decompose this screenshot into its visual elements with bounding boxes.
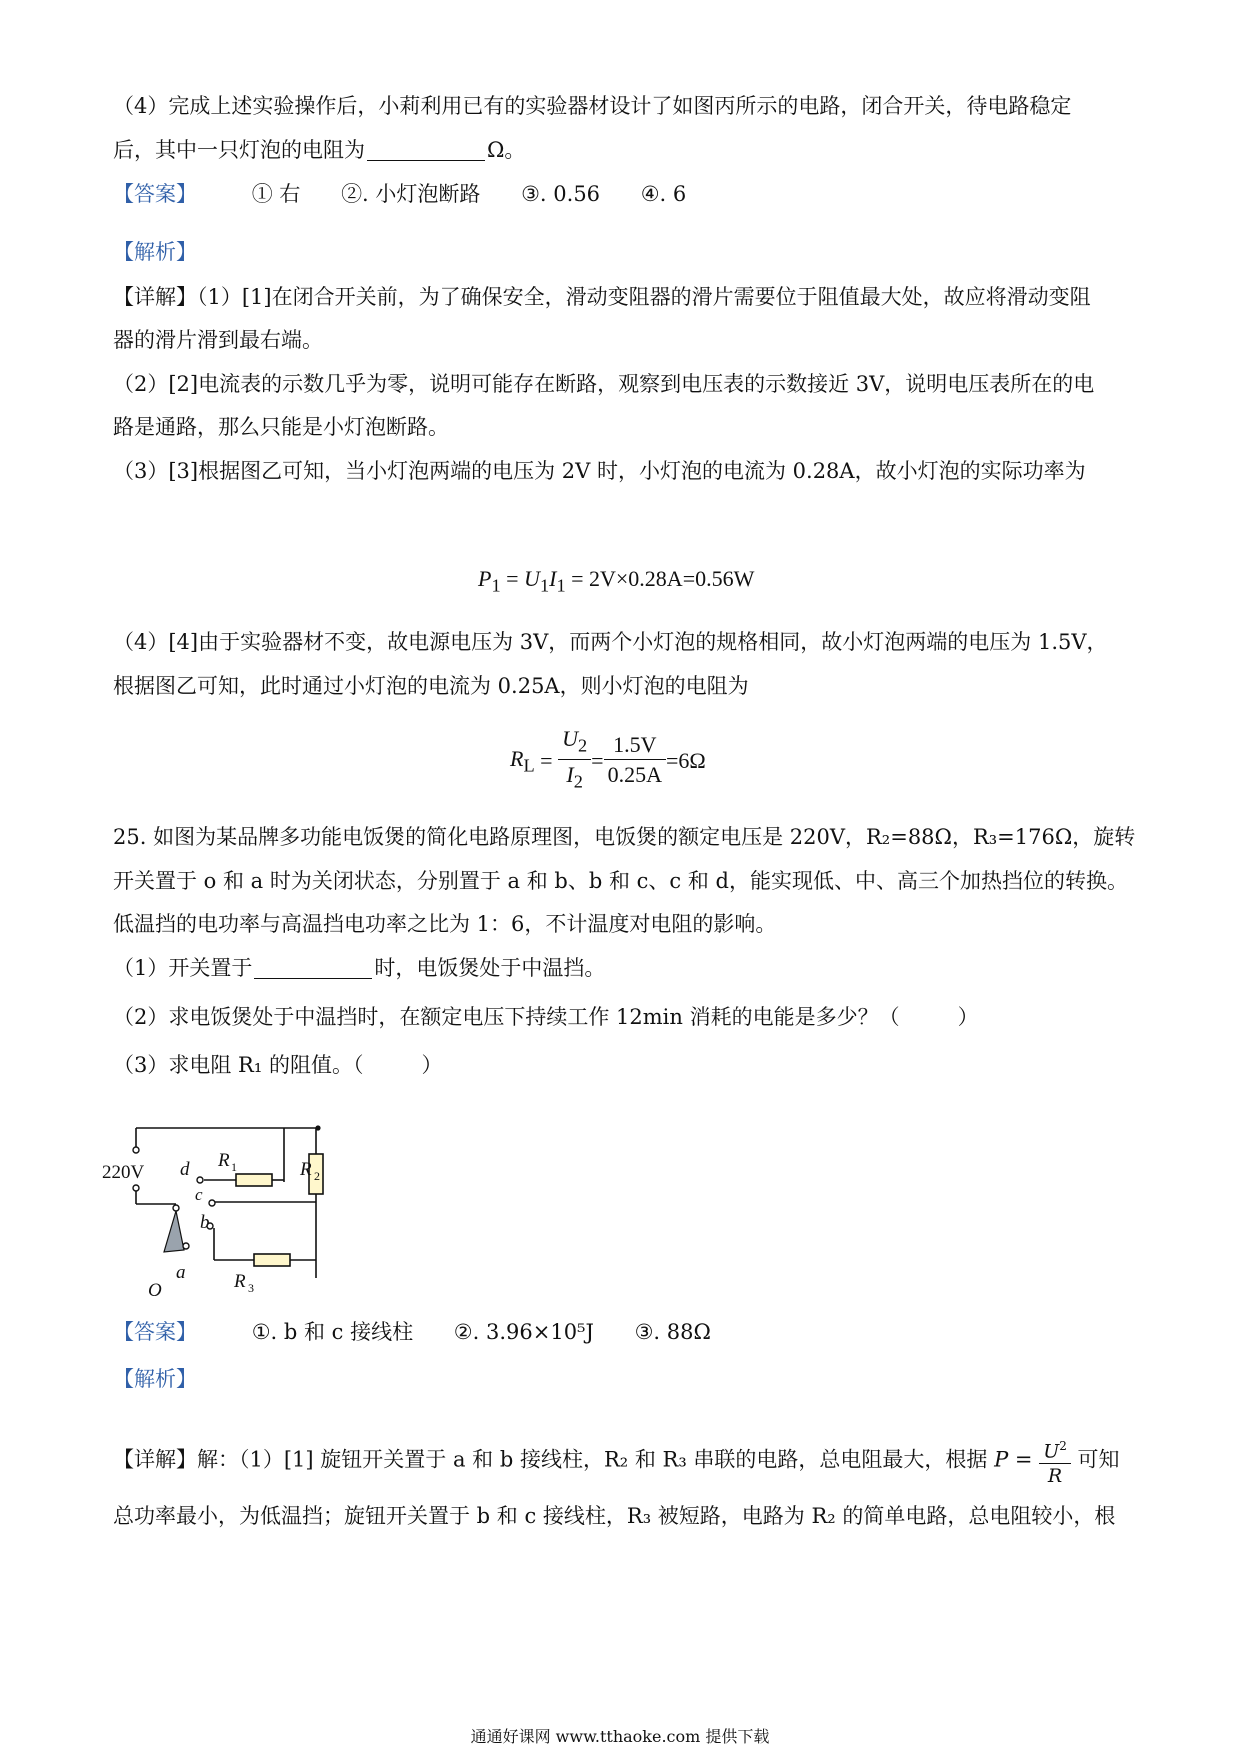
detail24-line6: （4）[4]由于实验器材不变，故电源电压为 3V，而两个小灯泡的规格相同，故小灯泡两端的电压为 1.5V， bbox=[113, 630, 1108, 654]
terminal-o-switch bbox=[173, 1205, 179, 1211]
circuit-diagram bbox=[100, 1100, 380, 1300]
formula-symbol: U bbox=[1043, 1440, 1060, 1463]
answer-label: 【答案】 bbox=[113, 1320, 197, 1344]
formula-subscript: 1 bbox=[556, 575, 566, 596]
detail25-line1 bbox=[113, 1434, 1120, 1488]
formula-subscript: 1 bbox=[491, 575, 501, 596]
formula-subscript: L bbox=[523, 755, 535, 776]
formula-subscript: 1 bbox=[539, 575, 550, 596]
detail24-line7: 根据图乙可知，此时通过小灯泡的电流为 0.25A，则小灯泡的电阻为 bbox=[113, 674, 749, 698]
q25-sub1 bbox=[113, 953, 605, 983]
formula-symbol: U bbox=[524, 566, 540, 591]
voltage-label: 220V bbox=[102, 1162, 145, 1183]
formula-result: =6Ω bbox=[665, 747, 706, 773]
answer-25 bbox=[113, 1317, 745, 1347]
formula-superscript: 2 bbox=[1059, 1439, 1067, 1453]
analysis-label-25: 【解析】 bbox=[113, 1367, 197, 1391]
fraction-numerator: 1.5V bbox=[604, 731, 666, 760]
formula-symbol: R bbox=[1047, 1465, 1063, 1488]
formula-symbol: P bbox=[994, 1447, 1009, 1472]
detail24-line1: 【详解】（1）[1]在闭合开关前，为了确保安全，滑动变阻器的滑片需要位于阻值最大处，故应将滑动变阻 bbox=[113, 285, 1091, 309]
detail24-line3: （2）[2]电流表的示数几乎为零，说明可能存在断路，观察到电压表的示数接近 3V，说明电压表所在的电 bbox=[113, 372, 1095, 396]
label-o: O bbox=[148, 1280, 162, 1300]
detail25-text: 【详解】解：（1）[1] 旋钮开关置于 a 和 b 接线柱，R₂ 和 R₃ 串联的电路，总电阻最大，根据 bbox=[113, 1447, 995, 1472]
answer-item-1: ①. b 和 c 接线柱 bbox=[251, 1320, 414, 1344]
power-formula bbox=[478, 566, 754, 596]
formula-operator: = bbox=[1008, 1447, 1040, 1472]
formula-operator: = bbox=[500, 566, 525, 591]
q24-part4-line2 bbox=[113, 135, 525, 165]
fraction-u2-r bbox=[1039, 1434, 1071, 1488]
page-footer: 通通好课网 www.tthaoke.com 提供下载 bbox=[470, 1727, 770, 1746]
q25-sub2 bbox=[113, 1002, 979, 1032]
formula-rest: = 2V×0.28A=0.56W bbox=[565, 566, 755, 591]
label-r1-sub: 1 bbox=[231, 1160, 237, 1174]
formula-subscript: 2 bbox=[573, 771, 583, 792]
answer-item-2: ②. 3.96×10⁵J bbox=[453, 1320, 594, 1344]
q25-sub2-text: （2）求电饭煲处于中温挡时，在额定电压下持续工作 12min 消耗的电能是多少？（ bbox=[113, 1005, 900, 1029]
detail24-line5: （3）[3]根据图乙可知，当小灯泡两端的电压为 2V 时，小灯泡的电流为 0.28A，故小灯泡的实际功率为 bbox=[113, 459, 1086, 483]
q25-line3: 低温挡的电功率与高温挡电功率之比为 1：6，不计温度对电阻的影响。 bbox=[113, 912, 777, 936]
resistor-r1 bbox=[236, 1174, 272, 1186]
label-c: c bbox=[195, 1185, 203, 1204]
answer-label: 【答案】 bbox=[113, 182, 197, 206]
rotary-switch bbox=[164, 1211, 184, 1252]
q25-sub1-text: （1）开关置于 bbox=[113, 956, 253, 980]
terminal-a bbox=[183, 1243, 189, 1249]
fraction-values bbox=[604, 731, 666, 790]
formula-symbol: I bbox=[549, 566, 557, 591]
label-r2: R bbox=[300, 1159, 312, 1180]
q24-part4-unit: Ω。 bbox=[487, 138, 526, 162]
q25-sub2-close: ） bbox=[957, 1005, 979, 1029]
terminal-d bbox=[197, 1177, 203, 1183]
answer-item-1: ① 右 bbox=[251, 182, 301, 206]
formula-subscript: 2 bbox=[577, 735, 588, 756]
answer-item-4: ④. 6 bbox=[640, 182, 687, 206]
formula-symbol: R bbox=[510, 745, 524, 771]
label-r3-sub: 3 bbox=[248, 1281, 254, 1295]
formula-operator: = bbox=[591, 747, 604, 773]
junction-dot bbox=[315, 1125, 320, 1130]
q25-sub1-tail: 时，电饭煲处于中温挡。 bbox=[374, 956, 606, 980]
answer-blank[interactable] bbox=[367, 138, 485, 161]
label-r3: R bbox=[234, 1271, 246, 1292]
label-r2-sub: 2 bbox=[314, 1169, 320, 1183]
terminal-c bbox=[209, 1200, 215, 1206]
q24-part4-line1: （4）完成上述实验操作后，小莉利用已有的实验器材设计了如图丙所示的电路，闭合开关，待电路稳定 bbox=[113, 94, 1072, 118]
formula-operator: = bbox=[534, 747, 559, 773]
answer-blank[interactable] bbox=[254, 956, 372, 979]
resistor-r3 bbox=[254, 1254, 290, 1266]
label-r1: R bbox=[218, 1150, 230, 1171]
label-a: a bbox=[176, 1262, 186, 1283]
terminal-top bbox=[133, 1147, 139, 1153]
analysis-label-24: 【解析】 bbox=[113, 240, 197, 264]
terminal-bottom bbox=[133, 1185, 139, 1191]
q24-part4-text: 后，其中一只灯泡的电阻为 bbox=[113, 138, 365, 162]
detail24-line2: 器的滑片滑到最右端。 bbox=[113, 328, 323, 352]
answer-item-3: ③. 88Ω bbox=[634, 1320, 711, 1344]
q25-line2: 开关置于 o 和 a 时为关闭状态，分别置于 a 和 b、b 和 c、c 和 d，能实现低、中、高三个加热挡位的转换。 bbox=[113, 869, 1128, 893]
formula-symbol: I bbox=[566, 762, 574, 788]
detail24-line4: 路是通路，那么只能是小灯泡断路。 bbox=[113, 415, 449, 439]
q25-sub3-close: ） bbox=[421, 1053, 443, 1077]
formula-symbol: P bbox=[478, 566, 492, 591]
q25-sub3 bbox=[113, 1050, 442, 1080]
label-d: d bbox=[180, 1159, 190, 1180]
resistance-formula bbox=[510, 725, 706, 797]
answer-item-3: ③. 0.56 bbox=[521, 182, 601, 206]
detail25-line2: 总功率最小，为低温挡；旋钮开关置于 b 和 c 接线柱，R₃ 被短路，电路为 R₂ 的简单电路，总电阻较小，根 bbox=[113, 1504, 1116, 1528]
q25-sub3-text: （3）求电阻 R₁ 的阻值。（ bbox=[113, 1053, 364, 1077]
fraction-u2-i2 bbox=[558, 725, 591, 797]
label-b: b bbox=[200, 1212, 210, 1233]
answer-item-2: ②. 小灯泡断路 bbox=[341, 182, 481, 206]
detail25-tail: 可知 bbox=[1070, 1447, 1120, 1472]
q25-line1: 25. 如图为某品牌多功能电饭煲的简化电路原理图，电饭煲的额定电压是 220V，R₂=88Ω，R₃=176Ω，旋转 bbox=[113, 825, 1136, 849]
answer-24 bbox=[113, 179, 720, 209]
formula-symbol: U bbox=[562, 726, 578, 751]
fraction-denominator: 0.25A bbox=[607, 762, 662, 788]
